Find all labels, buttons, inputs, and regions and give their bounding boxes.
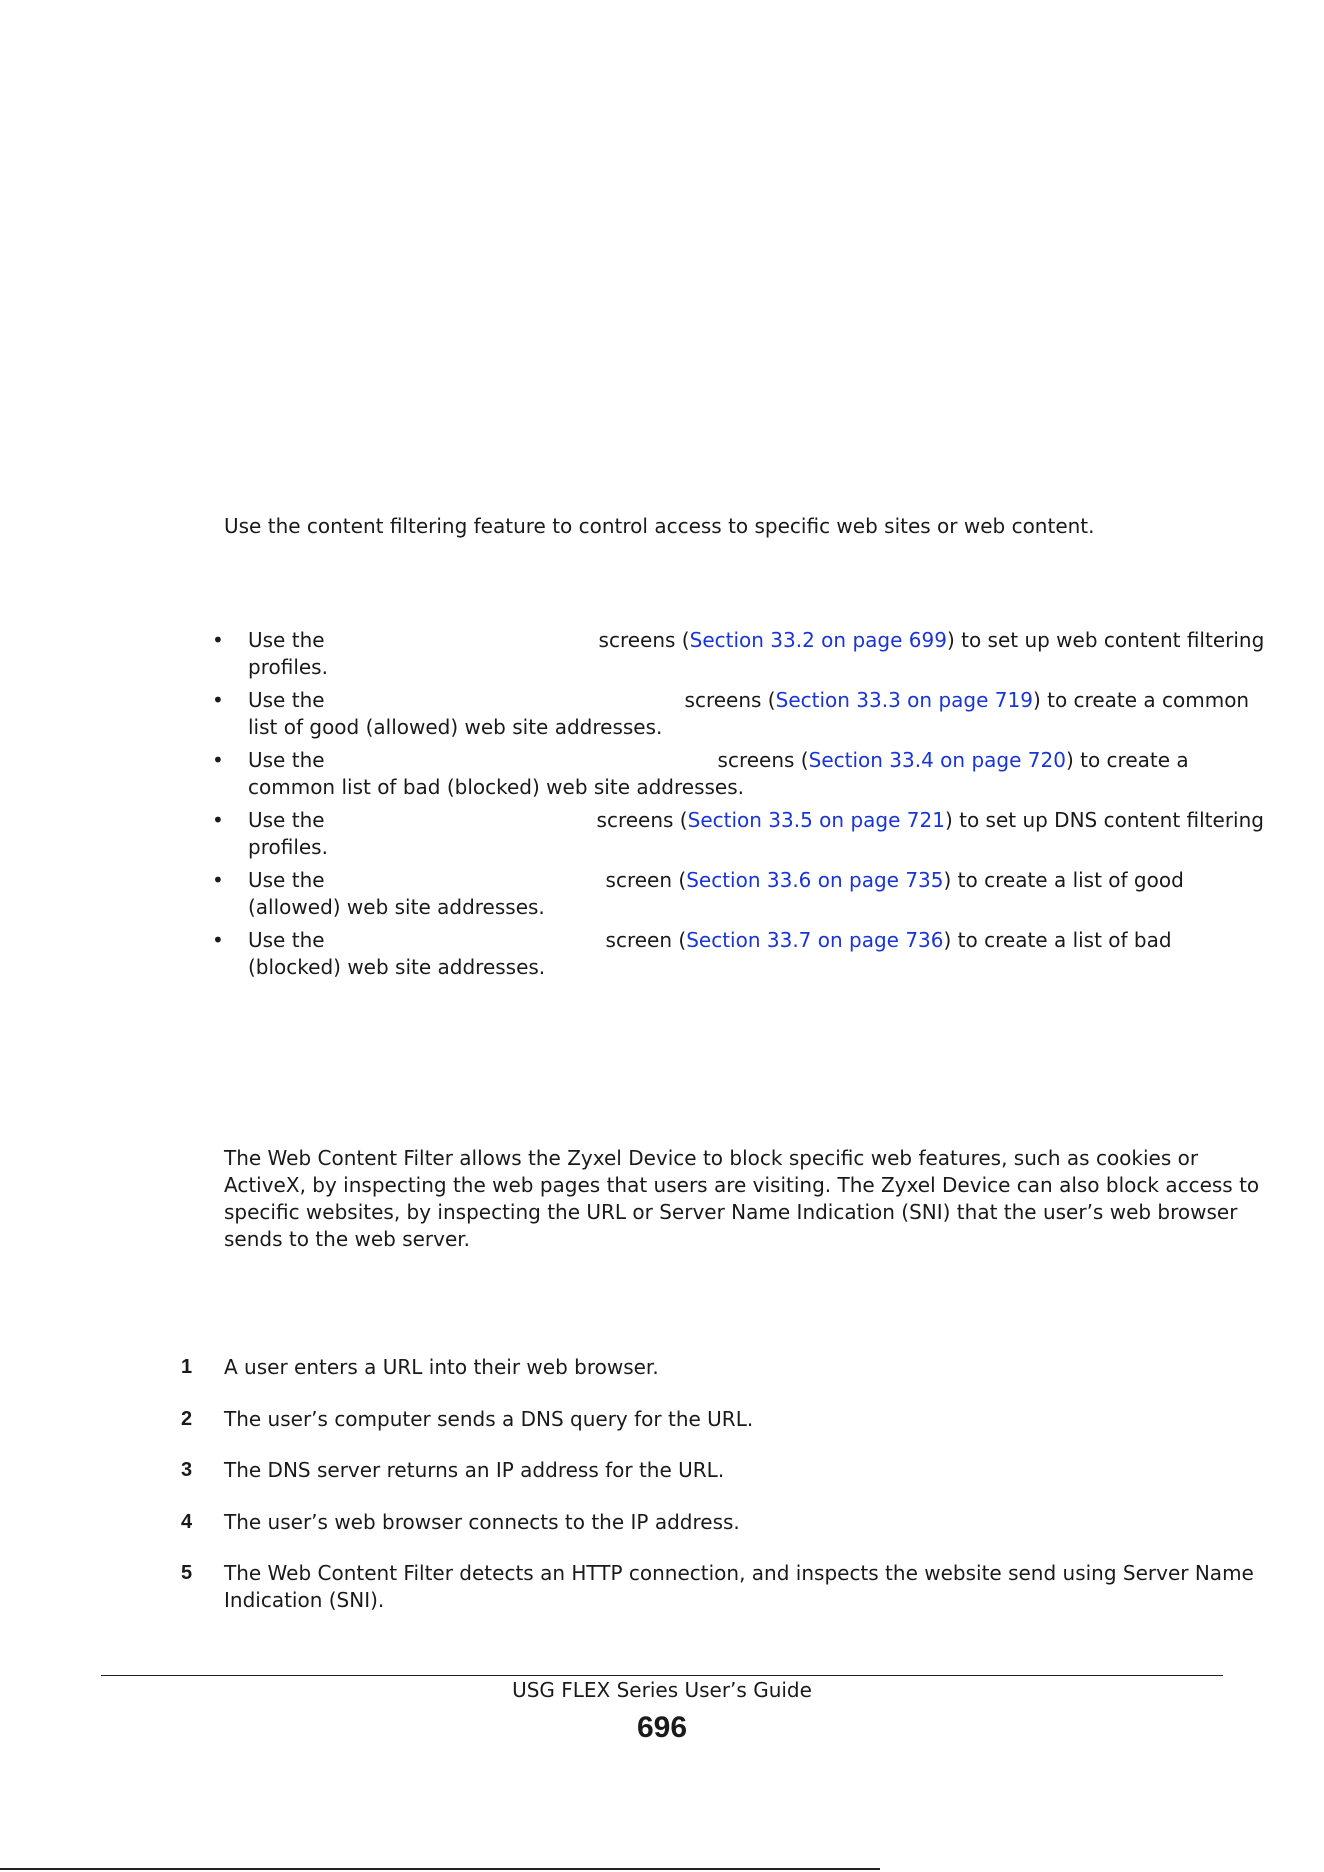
bullet-suffix: screen ( — [605, 868, 687, 892]
bullet-tail: ) to create a — [1065, 748, 1189, 772]
step-text: The user’s computer sends a DNS query for the URL. — [224, 1407, 754, 1431]
bullet-prefix: Use the — [248, 688, 325, 712]
bullet-tail: ) to create a common — [1032, 688, 1250, 712]
bullet-continuation: profiles. — [248, 655, 328, 679]
step-number: 3 — [181, 1459, 193, 1481]
bullet-tail: ) to create a list of good — [943, 868, 1184, 892]
bullet-continuation: common list of bad (blocked) web site addresses. — [248, 775, 745, 799]
step-text: Indication (SNI). — [224, 1588, 385, 1612]
bullet-dot: • — [212, 748, 224, 772]
body-paragraph — [224, 1145, 1259, 1253]
bullet-dot: • — [212, 628, 224, 652]
section-link[interactable]: Section 33.2 on page 699 — [689, 628, 947, 652]
step-number: 4 — [181, 1511, 193, 1533]
bullet-suffix: screens ( — [598, 628, 690, 652]
bullet-continuation: list of good (allowed) web site addresses. — [248, 715, 663, 739]
section-link[interactable]: Section 33.7 on page 736 — [686, 928, 944, 952]
section-link[interactable]: Section 33.5 on page 721 — [687, 808, 945, 832]
bottom-divider — [0, 1868, 880, 1870]
bullet-prefix: Use the — [248, 628, 325, 652]
step-text: A user enters a URL into their web browser. — [224, 1355, 659, 1379]
bullet-dot: • — [212, 688, 224, 712]
footer-divider — [101, 1675, 1223, 1676]
section-link[interactable]: Section 33.3 on page 719 — [775, 688, 1033, 712]
step-number: 1 — [181, 1356, 193, 1378]
step-text: The user’s web browser connects to the IP address. — [224, 1510, 740, 1534]
bullet-prefix: Use the — [248, 868, 325, 892]
bullet-suffix: screens ( — [596, 808, 688, 832]
bullet-continuation: (allowed) web site addresses. — [248, 895, 545, 919]
section-link[interactable]: Section 33.4 on page 720 — [808, 748, 1066, 772]
bullet-continuation: (blocked) web site addresses. — [248, 955, 546, 979]
paragraph-line: sends to the web server. — [224, 1227, 471, 1251]
bullet-tail: ) to create a list of bad — [943, 928, 1172, 952]
bullet-suffix: screens ( — [684, 688, 776, 712]
section-link[interactable]: Section 33.6 on page 735 — [686, 868, 944, 892]
bullet-tail: ) to set up web content filtering — [946, 628, 1265, 652]
paragraph-line: ActiveX, by inspecting the web pages that users are visiting. The Zyxel Device can also block access to — [224, 1173, 1260, 1197]
bullet-suffix: screens ( — [717, 748, 809, 772]
step-text: The DNS server returns an IP address for the URL. — [224, 1458, 725, 1482]
bullet-prefix: Use the — [248, 808, 325, 832]
bullet-dot: • — [212, 808, 224, 832]
bullet-prefix: Use the — [248, 928, 325, 952]
step-number: 2 — [181, 1408, 193, 1430]
paragraph-line: The Web Content Filter allows the Zyxel Device to block specific web features, such as cookies or — [224, 1146, 1199, 1170]
step-text: The Web Content Filter detects an HTTP connection, and inspects the website send using Server Name — [224, 1561, 1254, 1585]
bullet-suffix: screen ( — [605, 928, 687, 952]
bullet-prefix: Use the — [248, 748, 325, 772]
step-number: 5 — [181, 1562, 193, 1584]
intro-text: Use the content filtering feature to control access to specific web sites or web content. — [224, 514, 1095, 538]
paragraph-line: specific websites, by inspecting the URL or Server Name Indication (SNI) that the user’s web browser — [224, 1200, 1238, 1224]
bullet-dot: • — [212, 928, 224, 952]
bullet-tail: ) to set up DNS content filtering — [944, 808, 1264, 832]
page-number: 696 — [636, 1711, 688, 1744]
footer-guide-title: USG FLEX Series User’s Guide — [512, 1678, 812, 1702]
bullet-continuation: profiles. — [248, 835, 328, 859]
bullet-dot: • — [212, 868, 224, 892]
